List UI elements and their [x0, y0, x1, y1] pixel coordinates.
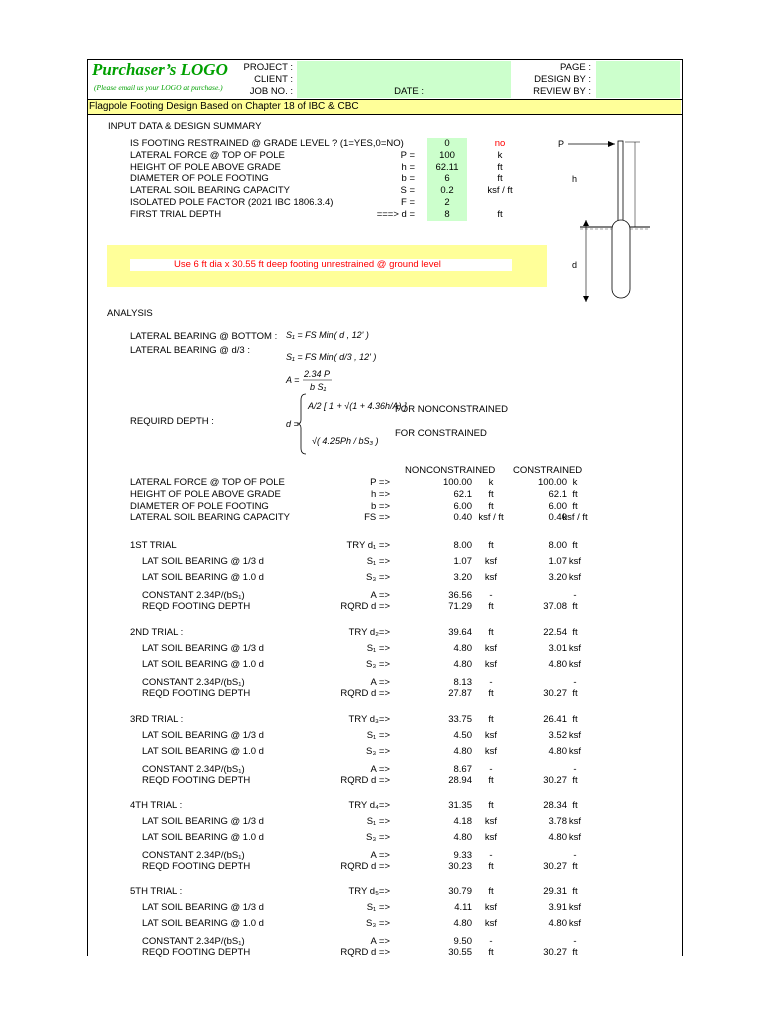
nc-unit: ksf	[484, 643, 498, 654]
trial-try-c-unit: ft	[572, 800, 578, 811]
c-unit: ksf	[568, 902, 582, 913]
trial-try-c-unit: ft	[572, 540, 578, 551]
formula-d-lhs: d =	[286, 419, 299, 429]
nc-unit: ft	[488, 775, 494, 786]
page-label: PAGE :	[560, 62, 591, 73]
input-value[interactable]: 0.2	[440, 185, 454, 197]
trial-try-nc: 8.00	[453, 540, 472, 551]
input-symbol: P =	[400, 149, 415, 161]
trial-try-c: 26.41	[543, 714, 567, 725]
nc-unit: ft	[488, 500, 494, 512]
trial-row-label: LAT SOIL BEARING @ 1/3 d	[142, 816, 264, 827]
c-value: 30.27	[543, 775, 567, 786]
input-symbol: ===> d =	[376, 208, 415, 220]
c-value: 3.01	[548, 643, 567, 654]
c-value: 62.1	[548, 488, 567, 500]
trial-try-nc-unit: ft	[488, 800, 494, 811]
c-unit: ft	[572, 500, 578, 512]
trial-row-label: LAT SOIL BEARING @ 1.0 d	[142, 659, 264, 670]
nc-value: 36.56	[448, 590, 472, 601]
trial-try-c-unit: ft	[572, 714, 578, 725]
trial-row-label: CONSTANT 2.34P/(bS₁)	[142, 850, 245, 861]
logo-note: (Please email us your LOGO at purchase.)	[94, 83, 223, 92]
c-value: 4.80	[548, 832, 567, 843]
nc-value: 0.40	[453, 512, 472, 524]
input-section-title: INPUT DATA & DESIGN SUMMARY	[108, 121, 262, 132]
c-value: 30.27	[543, 947, 567, 958]
input-value[interactable]: 6	[444, 173, 450, 185]
c-value: 4.80	[548, 918, 567, 929]
trial-try-nc: 39.64	[448, 627, 472, 638]
trial-row-label: REQD FOOTING DEPTH	[142, 601, 251, 612]
c-unit: -	[573, 764, 577, 775]
c-unit: ft	[572, 688, 578, 699]
trial-try-c: 8.00	[548, 540, 567, 551]
input-label: LATERAL SOIL BEARING CAPACITY	[130, 185, 290, 197]
nc-unit: ksf / ft	[478, 512, 504, 524]
trial-try-nc: 30.79	[448, 886, 472, 897]
input-value[interactable]: 8	[444, 208, 450, 220]
for-constrained-label: FOR CONSTRAINED	[395, 428, 487, 439]
analysis-symbol: S₁ =>	[366, 643, 390, 654]
trial-row-label: LAT SOIL BEARING @ 1/3 d	[142, 556, 264, 567]
trial-try-c: 22.54	[543, 627, 567, 638]
nc-unit: ksf	[484, 730, 498, 741]
project-label: PROJECT :	[243, 62, 293, 73]
nc-value: 4.18	[453, 816, 472, 827]
input-value[interactable]: 100	[439, 149, 455, 161]
input-unit: no	[494, 138, 506, 149]
page-designby-field[interactable]	[596, 61, 680, 98]
nc-unit: ft	[488, 488, 494, 500]
trial-try-nc-unit: ft	[488, 627, 494, 638]
c-value: 3.91	[548, 902, 567, 913]
c-value: 0.40	[548, 512, 567, 524]
trial-try-nc: 33.75	[448, 714, 472, 725]
trial-row-label: LAT SOIL BEARING @ 1.0 d	[142, 572, 264, 583]
c-unit: ksf	[568, 643, 582, 654]
nc-value: 9.33	[453, 850, 472, 861]
design-summary: Use 6 ft dia x 30.55 ft deep footing unrestrained @ ground level	[174, 259, 441, 270]
trial-row-label: REQD FOOTING DEPTH	[142, 688, 251, 699]
c-value: 100.00	[537, 477, 567, 488]
c-unit: ksf	[568, 832, 582, 843]
c-unit: -	[573, 850, 577, 861]
analysis-symbol: A =>	[370, 764, 390, 775]
date-field[interactable]	[427, 86, 511, 98]
trial-try-label: TRY d₁ =>	[346, 540, 390, 551]
input-symbol: F =	[401, 197, 415, 208]
nc-unit: ksf	[484, 902, 498, 913]
trial-row-label: LAT SOIL BEARING @ 1/3 d	[142, 730, 264, 741]
analysis-symbol: P =>	[370, 477, 390, 488]
analysis-symbol: A =>	[370, 590, 390, 601]
c-unit: ft	[572, 861, 578, 872]
nc-unit: -	[489, 936, 493, 947]
formula-a-lhs: A =	[286, 375, 300, 385]
input-label: LATERAL FORCE @ TOP OF POLE	[130, 149, 285, 161]
designby-label: DESIGN BY :	[534, 74, 591, 85]
analysis-symbol: S₁ =>	[366, 902, 390, 913]
nc-value: 1.07	[453, 556, 472, 567]
trial-try-label: TRY d₄=>	[348, 800, 390, 811]
trial-try-label: TRY d₃=>	[348, 714, 390, 725]
nc-value: 4.80	[453, 659, 472, 670]
client-label: CLIENT :	[254, 74, 293, 85]
sheet-title: Flagpole Footing Design Based on Chapter 18 of IBC & CBC	[89, 101, 359, 112]
c-value: 4.80	[548, 659, 567, 670]
input-label: ISOLATED POLE FACTOR (2021 IBC 1806.3.4)	[130, 197, 334, 208]
trial-try-c: 29.31	[543, 886, 567, 897]
nc-unit: ksf	[484, 659, 498, 670]
trial-try-nc-unit: ft	[488, 886, 494, 897]
trial-row-label: REQD FOOTING DEPTH	[142, 947, 251, 958]
nc-value: 4.80	[453, 746, 472, 757]
analysis-symbol: S₁ =>	[366, 730, 390, 741]
nc-value: 28.94	[448, 775, 472, 786]
input-unit: ksf / ft	[487, 185, 513, 197]
nc-value: 9.50	[453, 936, 472, 947]
nc-unit: ksf	[484, 572, 498, 583]
analysis-symbol: b =>	[370, 500, 390, 512]
analysis-row-label: LATERAL SOIL BEARING CAPACITY	[130, 512, 290, 524]
formula-d-c: √( 4.25Ph / bS₃ )	[312, 436, 379, 446]
input-unit: ft	[497, 208, 503, 220]
nc-value: 4.80	[453, 643, 472, 654]
nc-unit: -	[489, 590, 493, 601]
nc-unit: k	[488, 477, 494, 488]
input-label: HEIGHT OF POLE ABOVE GRADE	[130, 161, 281, 173]
diagram-d-label: d	[572, 260, 578, 270]
trial-row-label: REQD FOOTING DEPTH	[142, 775, 251, 786]
trial-try-nc-unit: ft	[488, 540, 494, 551]
nc-unit: ksf	[484, 816, 498, 827]
analysis-row-label: LATERAL FORCE @ TOP OF POLE	[130, 477, 285, 488]
c-unit: ksf	[568, 746, 582, 757]
c-unit: -	[573, 936, 577, 947]
formula-a-num: 2.34 P	[304, 369, 331, 379]
c-unit: ksf	[568, 659, 582, 670]
c-unit: ft	[572, 488, 578, 500]
for-nonconstrained-label: FOR NONCONSTRAINED	[395, 404, 508, 415]
nc-unit: ksf	[484, 746, 498, 757]
trial-row-label: LAT SOIL BEARING @ 1/3 d	[142, 902, 264, 913]
trial-row-label: LAT SOIL BEARING @ 1.0 d	[142, 832, 264, 843]
trial-title: 3RD TRIAL :	[130, 714, 184, 725]
c-unit: ft	[572, 601, 578, 612]
analysis-symbol: RQRD d =>	[340, 601, 390, 612]
trial-try-nc: 31.35	[448, 800, 472, 811]
trial-title: 5TH TRIAL :	[130, 886, 183, 897]
analysis-symbol: S₃ =>	[366, 659, 390, 670]
trial-title: 1ST TRIAL	[130, 540, 177, 551]
analysis-symbol: FS =>	[364, 512, 390, 524]
c-value: 30.27	[543, 861, 567, 872]
c-value: 6.00	[548, 500, 567, 512]
nc-unit: ft	[488, 947, 494, 958]
lb-bottom-label: LATERAL BEARING @ BOTTOM :	[130, 331, 278, 342]
c-unit: ksf	[568, 572, 582, 583]
trial-row-label: CONSTANT 2.34P/(bS₁)	[142, 677, 245, 688]
nc-unit: ksf	[484, 918, 498, 929]
nc-value: 100.00	[442, 477, 472, 488]
analysis-symbol: S₃ =>	[366, 832, 390, 843]
analysis-title: ANALYSIS	[107, 308, 153, 319]
input-value[interactable]: 62.11	[435, 161, 459, 173]
nc-value: 71.29	[448, 601, 472, 612]
input-value[interactable]: 0	[444, 138, 450, 149]
c-value: 4.80	[548, 746, 567, 757]
c-unit: ksf	[568, 816, 582, 827]
formula-s1: S₁ = FS Min( d , 12' )	[286, 330, 369, 340]
analysis-symbol: S₃ =>	[366, 746, 390, 757]
date-label: DATE :	[394, 86, 424, 97]
analysis-symbol: S₁ =>	[366, 556, 390, 567]
nc-value: 4.11	[454, 902, 472, 913]
lb-d3-label: LATERAL BEARING @ d/3 :	[130, 345, 250, 356]
c-value: 3.52	[548, 730, 567, 741]
trial-row-label: LAT SOIL BEARING @ 1/3 d	[142, 643, 264, 654]
nc-value: 4.50	[453, 730, 472, 741]
reqd-depth-label: REQUIRD DEPTH :	[130, 416, 214, 427]
diagram-h-label: h	[572, 174, 578, 184]
c-unit: ksf	[568, 730, 582, 741]
nc-value: 30.55	[448, 947, 472, 958]
input-value[interactable]: 2	[444, 197, 450, 208]
c-value: 3.20	[548, 572, 567, 583]
col-constrained-header: CONSTRAINED	[513, 465, 583, 476]
c-unit: ksf	[568, 918, 582, 929]
nc-value: 30.23	[448, 861, 472, 872]
input-label: FIRST TRIAL DEPTH	[130, 208, 222, 220]
nc-unit: -	[489, 850, 493, 861]
c-unit: ft	[572, 947, 578, 958]
trial-row-label: LAT SOIL BEARING @ 1.0 d	[142, 918, 264, 929]
nc-unit: ksf	[484, 556, 498, 567]
analysis-symbol: A =>	[370, 677, 390, 688]
c-unit: -	[573, 677, 577, 688]
trial-row-label: CONSTANT 2.34P/(bS₁)	[142, 764, 245, 775]
nc-value: 4.80	[453, 832, 472, 843]
input-symbol: h =	[401, 161, 415, 173]
trial-try-c-unit: ft	[572, 886, 578, 897]
nc-value: 3.20	[453, 572, 472, 583]
formula-d-nc: A/2 [ 1 + √(1 + 4.36h/A) ]	[308, 401, 407, 411]
c-value: 1.07	[548, 556, 567, 567]
trial-title: 4TH TRIAL :	[130, 800, 183, 811]
analysis-symbol: A =>	[370, 936, 390, 947]
input-unit: k	[497, 149, 503, 161]
c-unit: k	[572, 477, 578, 488]
analysis-symbol: RQRD d =>	[340, 688, 390, 699]
nc-unit: ft	[488, 601, 494, 612]
trial-try-c-unit: ft	[572, 627, 578, 638]
input-symbol: S =	[400, 185, 415, 197]
c-unit: ft	[572, 775, 578, 786]
trial-try-label: TRY d₅=>	[348, 886, 390, 897]
nc-value: 62.1	[453, 488, 472, 500]
c-unit: -	[573, 590, 577, 601]
input-symbol: b =	[401, 173, 415, 185]
input-unit: ft	[497, 161, 503, 173]
formula-s3: S₁ = FS Min( d/3 , 12' )	[286, 352, 377, 362]
c-value: 30.27	[543, 688, 567, 699]
c-value: 37.08	[543, 601, 567, 612]
nc-value: 6.00	[453, 500, 472, 512]
pole-diagram	[550, 132, 650, 312]
analysis-symbol: RQRD d =>	[340, 861, 390, 872]
c-unit: ksf / ft	[562, 512, 588, 524]
input-label: DIAMETER OF POLE FOOTING	[130, 173, 269, 185]
diagram-p-label: P	[558, 139, 565, 149]
trial-try-label: TRY d₂=>	[348, 627, 390, 638]
analysis-symbol: S₁ =>	[366, 816, 390, 827]
purchaser-logo: Purchaser’s LOGO	[92, 60, 228, 79]
nc-unit: -	[489, 764, 493, 775]
trial-title: 2ND TRIAL :	[130, 627, 184, 638]
analysis-row-label: DIAMETER OF POLE FOOTING	[130, 500, 269, 512]
reviewby-label: REVIEW BY :	[533, 86, 591, 97]
analysis-symbol: h =>	[370, 488, 390, 500]
c-value: 3.78	[548, 816, 567, 827]
trial-row-label: CONSTANT 2.34P/(bS₁)	[142, 936, 245, 947]
c-unit: ksf	[568, 556, 582, 567]
col-nonconstrained-header: NONCONSTRAINED	[405, 465, 496, 476]
nc-unit: ft	[488, 688, 494, 699]
trial-row-label: LAT SOIL BEARING @ 1.0 d	[142, 746, 264, 757]
trial-row-label: CONSTANT 2.34P/(bS₁)	[142, 590, 245, 601]
analysis-symbol: RQRD d =>	[340, 947, 390, 958]
input-label: IS FOOTING RESTRAINED @ GRADE LEVEL ? (1=YES,0=NO)	[130, 138, 404, 149]
analysis-row-label: HEIGHT OF POLE ABOVE GRADE	[130, 488, 281, 500]
formula-a-den: b S₁	[310, 382, 327, 392]
nc-unit: -	[489, 677, 493, 688]
analysis-symbol: S₃ =>	[366, 572, 390, 583]
trial-try-c: 28.34	[543, 800, 567, 811]
nc-value: 4.80	[453, 918, 472, 929]
nc-value: 27.87	[448, 688, 472, 699]
input-unit: ft	[497, 173, 503, 185]
nc-value: 8.67	[453, 764, 472, 775]
trial-try-nc-unit: ft	[488, 714, 494, 725]
nc-value: 8.13	[453, 677, 472, 688]
nc-unit: ft	[488, 861, 494, 872]
analysis-symbol: A =>	[370, 850, 390, 861]
jobno-label: JOB NO. :	[249, 86, 293, 97]
analysis-symbol: S₃ =>	[366, 918, 390, 929]
nc-unit: ksf	[484, 832, 498, 843]
trial-row-label: REQD FOOTING DEPTH	[142, 861, 251, 872]
analysis-symbol: RQRD d =>	[340, 775, 390, 786]
